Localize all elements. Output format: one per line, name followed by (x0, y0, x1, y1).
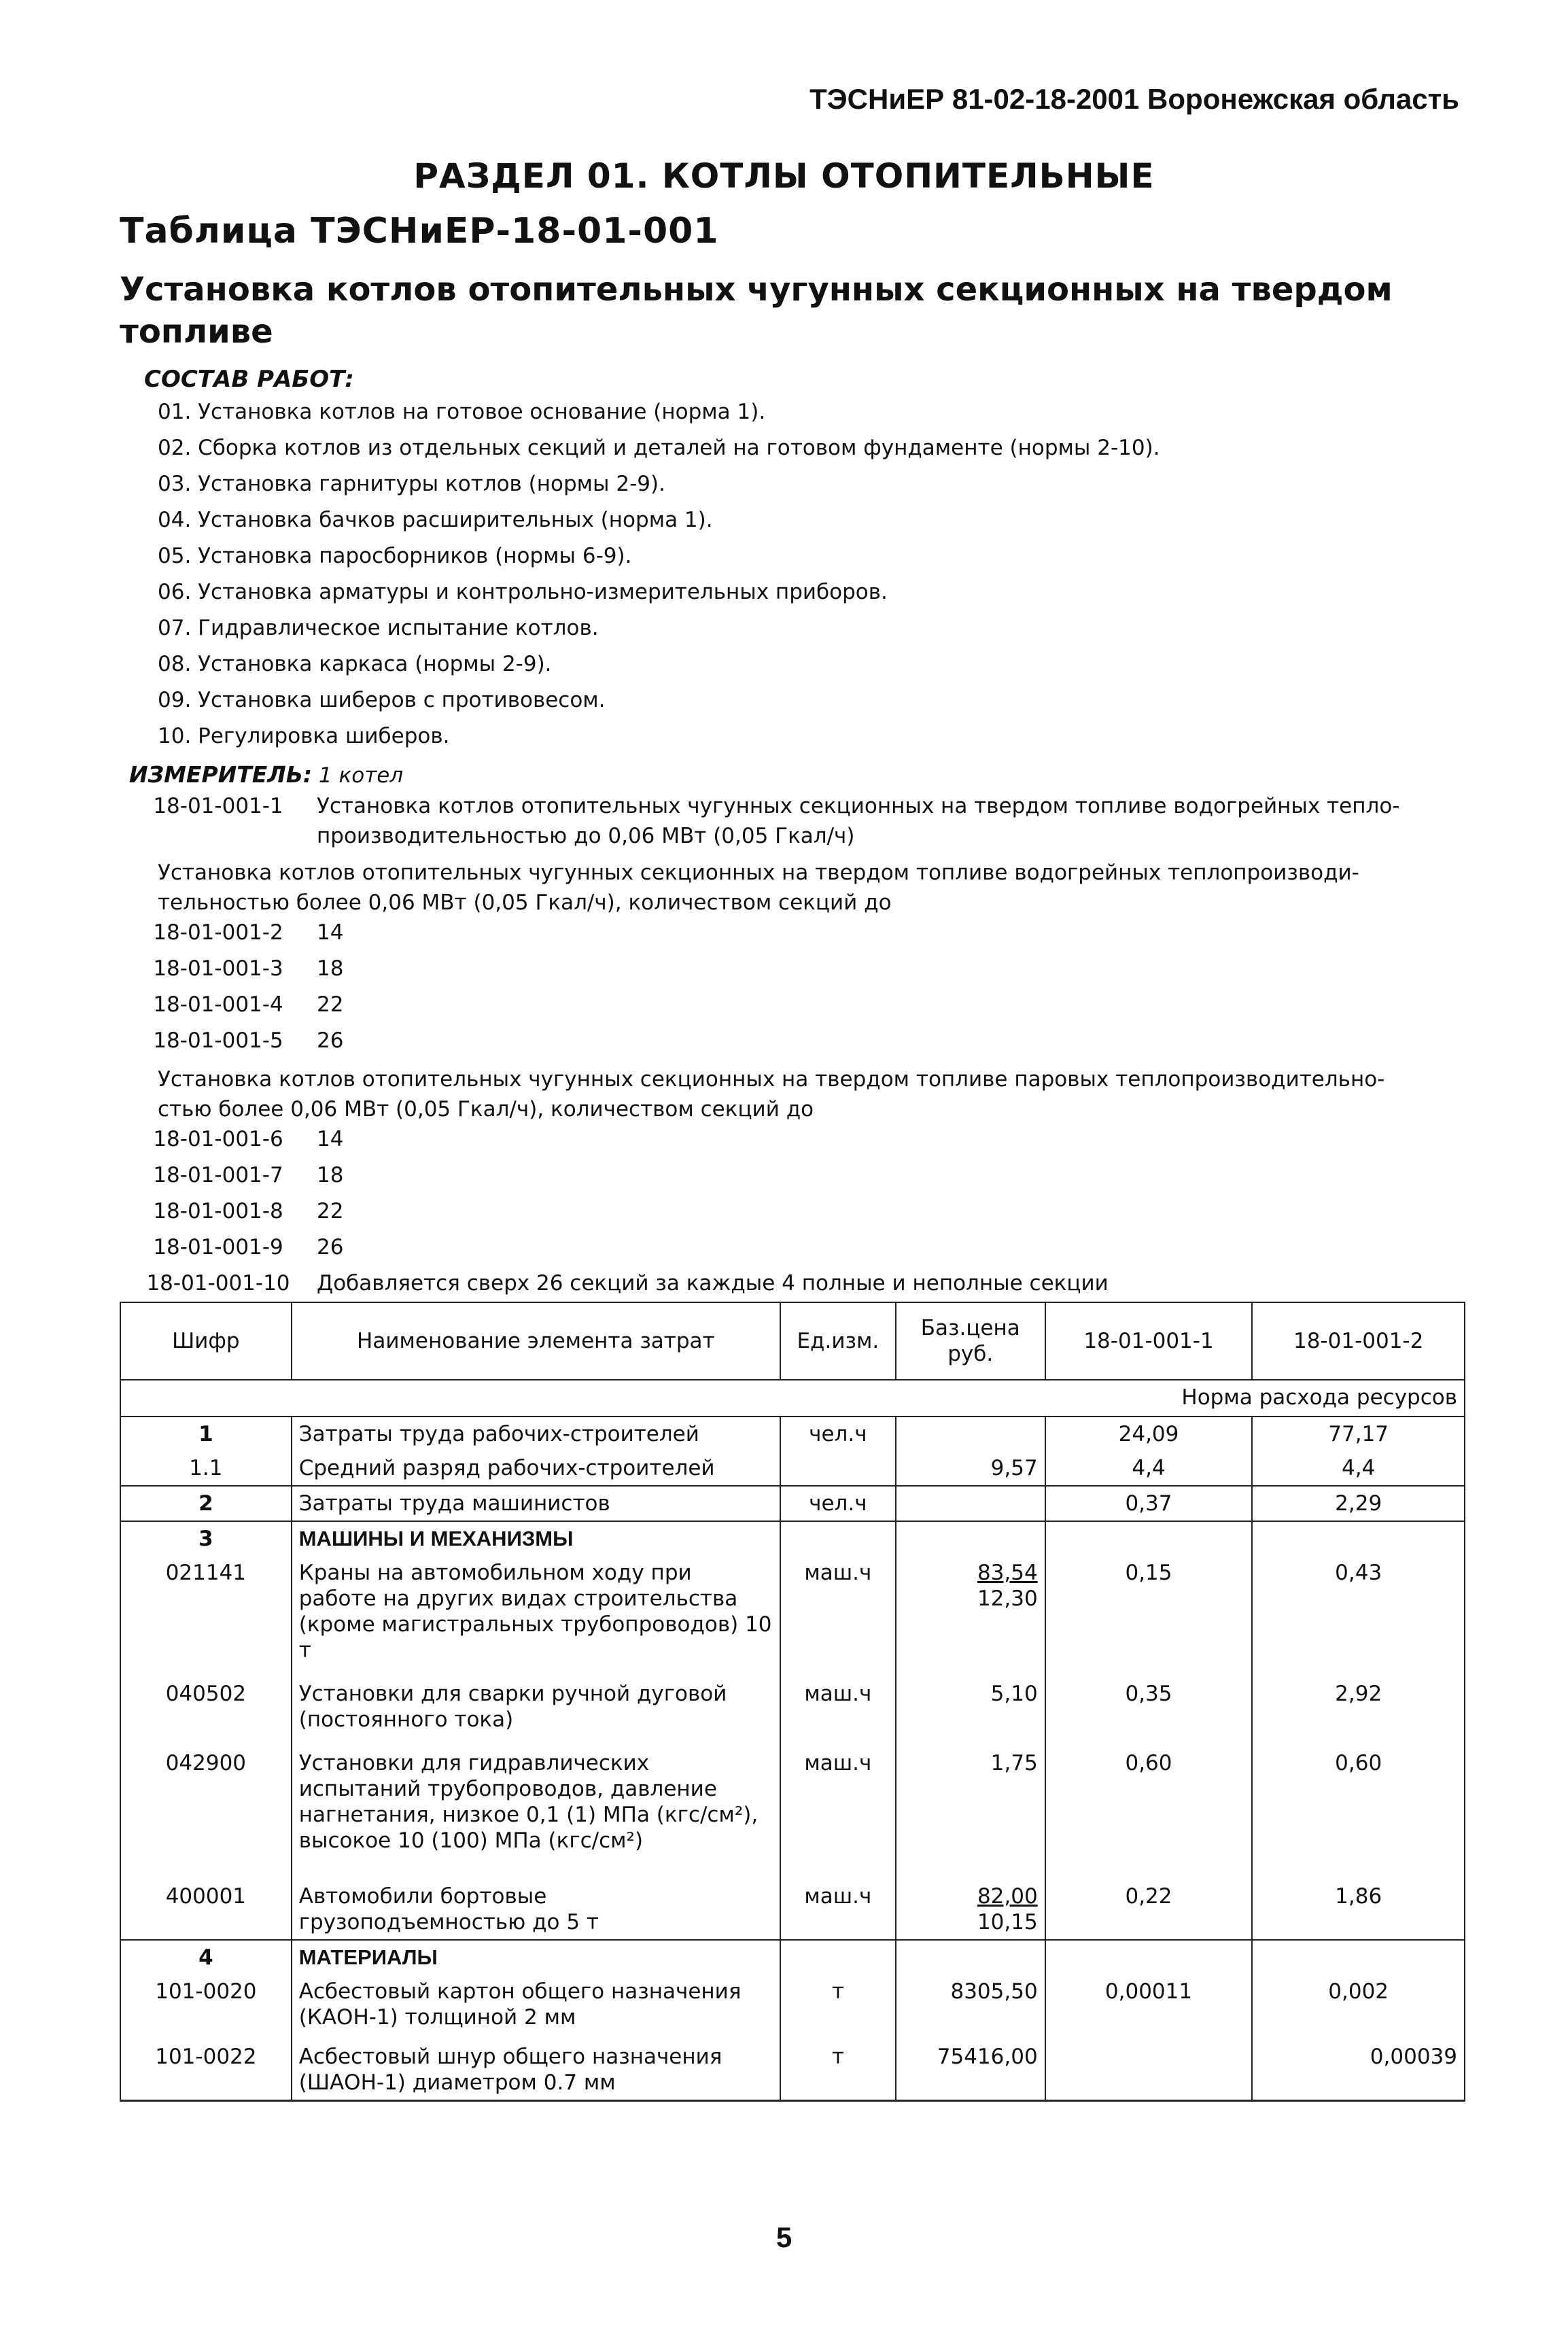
norm-value: 22 (317, 992, 344, 1017)
norm-code: 18-01-001-9 (153, 1235, 283, 1260)
work-item: 10. Регулировка шиберов. (158, 724, 450, 748)
row-value-2: 0,60 (1252, 1737, 1465, 1874)
norm-label-row (120, 1380, 1465, 1417)
norm-value: 18 (317, 1163, 344, 1187)
row-value-2: 2,29 (1252, 1486, 1465, 1521)
row-value-2 (1252, 1940, 1465, 1975)
section-title: РАЗДЕЛ 01. КОТЛЫ ОТОПИТЕЛЬНЫЕ (413, 156, 1155, 196)
row-code: 042900 (120, 1737, 292, 1874)
norm-value: 22 (317, 1199, 344, 1223)
norm-value: 14 (317, 1127, 344, 1151)
group1-line2: тельностью более 0,06 МВт (0,05 Гкал/ч), количеством секций до (158, 890, 892, 915)
table-header-row (120, 1302, 1465, 1380)
group1-line1: Установка котлов отопительных чугунных секционных на твердом топливе водогрейных теплопроизводи- (158, 861, 1359, 885)
row-name: Установки для гидравлических испытаний трубопроводов, давление нагнетания, низкое 0,1 (1) МПа (кгс/см²), высокое 10 (100) МПа (кгс/см²) (292, 1737, 780, 1874)
norm-code: 18-01-001-4 (153, 992, 283, 1017)
table-row (120, 2034, 1465, 2101)
row-value-1 (1045, 2034, 1253, 2101)
row-unit (780, 1940, 896, 1975)
row-code: 1 (120, 1417, 292, 1451)
price-extra: 12,30 (977, 1586, 1038, 1611)
row-unit: чел.ч (780, 1417, 896, 1451)
row-unit: т (780, 2034, 896, 2101)
row-name: Асбестовый шнур общего назначения (ШАОН-1) диаметром 0.7 мм (292, 2034, 780, 2101)
norm-code: 18-01-001-6 (153, 1127, 283, 1151)
row-value-1 (1045, 1521, 1253, 1556)
row-name: МАШИНЫ И МЕХАНИЗМЫ (292, 1521, 780, 1556)
row-value-2: 0,43 (1252, 1556, 1465, 1667)
header-col1: 18-01-001-1 (1045, 1302, 1253, 1380)
norm-item (120, 1028, 343, 1053)
norm-code: 18-01-001-1 (153, 794, 283, 818)
row-price (896, 1556, 1045, 1667)
group2-line2: стью более 0,06 МВт (0,05 Гкал/ч), количеством секций до (158, 1097, 814, 1122)
norm-code: 18-01-001-10 (146, 1271, 290, 1296)
group2-description (158, 1064, 1463, 1124)
row-unit: маш.ч (780, 1556, 896, 1667)
norm-code: 18-01-001-8 (153, 1199, 283, 1223)
row-code: 3 (120, 1521, 292, 1556)
row-value-2: 77,17 (1252, 1417, 1465, 1451)
norm-item (120, 956, 343, 981)
table-row (120, 1521, 1465, 1556)
work-item: 02. Сборка котлов из отдельных секций и деталей на готовом фундаменте (нормы 2-10). (158, 436, 1160, 460)
row-unit: маш.ч (780, 1874, 896, 1940)
row-price: 1,75 (896, 1737, 1045, 1874)
table-title: Таблица ТЭСНиЕР-18-01-001 (120, 211, 719, 251)
row-unit (780, 1451, 896, 1486)
row-name: Средний разряд рабочих-строителей (292, 1451, 780, 1486)
row-name: Краны на автомобильном ходу при работе на других видах строительства (кроме магистральных трубопроводов) 10 т (292, 1556, 780, 1667)
group1-description (158, 858, 1463, 918)
table-row (120, 1975, 1465, 2034)
norm-code: 18-01-001-3 (153, 956, 283, 981)
row-code: 400001 (120, 1874, 292, 1940)
document-header: ТЭСНиЕР 81-02-18-2001 Воронежская область (809, 83, 1459, 115)
row-value-1: 4,4 (1045, 1451, 1253, 1486)
row-value-1: 0,37 (1045, 1486, 1253, 1521)
norm-label: Норма расхода ресурсов (120, 1380, 1465, 1417)
row-price: 5,10 (896, 1667, 1045, 1737)
table-row (120, 1556, 1465, 1667)
row-code: 021141 (120, 1556, 292, 1667)
norm-value: 18 (317, 956, 344, 981)
table-row (120, 1667, 1465, 1737)
norm-item-1 (120, 794, 1399, 818)
work-item: 01. Установка котлов на готовое основание (норма 1). (158, 400, 766, 424)
header-col2: 18-01-001-2 (1252, 1302, 1465, 1380)
norm-code: 18-01-001-5 (153, 1028, 283, 1053)
work-item: 05. Установка паросборников (нормы 6-9). (158, 544, 632, 568)
row-value-1: 24,09 (1045, 1417, 1253, 1451)
page-number: 5 (776, 2221, 792, 2253)
row-value-1: 0,00011 (1045, 1975, 1253, 2034)
work-item: 03. Установка гарнитуры котлов (нормы 2-9). (158, 472, 665, 496)
header-name: Наименование элемента затрат (292, 1302, 780, 1380)
row-price (896, 1940, 1045, 1975)
row-value-1: 0,60 (1045, 1737, 1253, 1874)
composition-label: СОСТАВ РАБОТ: (144, 366, 354, 393)
row-name: Асбестовый картон общего назначения (КАОН-1) толщиной 2 мм (292, 1975, 780, 2034)
norm-value: 26 (317, 1028, 344, 1053)
row-unit: т (780, 1975, 896, 2034)
table-row (120, 1486, 1465, 1521)
norm-item (120, 1163, 343, 1187)
norm-item (120, 1199, 343, 1223)
row-name: Затраты труда рабочих-строителей (292, 1417, 780, 1451)
row-value-2: 0,002 (1252, 1975, 1465, 2034)
row-price (896, 1521, 1045, 1556)
header-code: Шифр (120, 1302, 292, 1380)
measure-value: 1 котел (318, 763, 404, 788)
table-row (120, 1417, 1465, 1451)
norm-text: Установка котлов отопительных чугунных секционных на твердом топливе водогрейных тепло- (317, 794, 1400, 818)
norm-item (120, 1235, 343, 1260)
work-item: 09. Установка шиберов с противовесом. (158, 688, 606, 712)
norm-value: 26 (317, 1235, 344, 1260)
norm-item (120, 992, 343, 1017)
row-value-1 (1045, 1940, 1253, 1975)
header-unit: Ед.изм. (780, 1302, 896, 1380)
norm-item-10 (120, 1271, 1109, 1296)
row-name: Затраты труда машинистов (292, 1486, 780, 1521)
row-code: 1.1 (120, 1451, 292, 1486)
row-value-2: 0,00039 (1252, 2034, 1465, 2101)
row-unit: маш.ч (780, 1667, 896, 1737)
table-row (120, 1940, 1465, 1975)
row-name: Установки для сварки ручной дуговой (постоянного тока) (292, 1667, 780, 1737)
row-value-1: 0,35 (1045, 1667, 1253, 1737)
row-price (896, 1486, 1045, 1521)
row-value-2 (1252, 1521, 1465, 1556)
norm-text-cont: производительностью до 0,06 МВт (0,05 Гкал/ч) (317, 824, 855, 848)
subtitle: Установка котлов отопительных чугунных секционных на твердом топливе (120, 271, 1393, 351)
work-item: 04. Установка бачков расширительных (норма 1). (158, 508, 713, 532)
group2-line1: Установка котлов отопительных чугунных секционных на твердом топливе паровых теплопроизводительно- (158, 1067, 1385, 1092)
price-base: 82,00 (977, 1884, 1038, 1909)
row-value-2: 2,92 (1252, 1667, 1465, 1737)
table-row (120, 1874, 1465, 1940)
measure-label: ИЗМЕРИТЕЛЬ: (129, 761, 313, 788)
price-base: 83,54 (977, 1561, 1038, 1585)
row-value-2: 1,86 (1252, 1874, 1465, 1940)
resource-table (120, 1302, 1465, 2102)
norm-code: 18-01-001-7 (153, 1163, 283, 1187)
work-item: 08. Установка каркаса (нормы 2-9). (158, 652, 552, 676)
row-unit: чел.ч (780, 1486, 896, 1521)
header-price: Баз.цена руб. (896, 1302, 1045, 1380)
row-price (896, 1874, 1045, 1940)
row-code: 040502 (120, 1667, 292, 1737)
norm-code: 18-01-001-2 (153, 920, 283, 945)
row-unit: маш.ч (780, 1737, 896, 1874)
table-row (120, 1451, 1465, 1486)
row-price: 75416,00 (896, 2034, 1045, 2101)
row-price (896, 1417, 1045, 1451)
works-list (158, 394, 1160, 754)
row-value-1: 0,22 (1045, 1874, 1253, 1940)
row-code: 2 (120, 1486, 292, 1521)
norm-item (120, 1127, 343, 1151)
row-code: 4 (120, 1940, 292, 1975)
norm-value: 14 (317, 920, 344, 945)
row-code: 101-0020 (120, 1975, 292, 2034)
row-unit (780, 1521, 896, 1556)
row-code: 101-0022 (120, 2034, 292, 2101)
table-row (120, 1737, 1465, 1874)
row-price: 8305,50 (896, 1975, 1045, 2034)
row-price: 9,57 (896, 1451, 1045, 1486)
norm-item (120, 920, 343, 945)
work-item: 06. Установка арматуры и контрольно-измерительных приборов. (158, 580, 888, 604)
row-value-1: 0,15 (1045, 1556, 1253, 1667)
work-item: 07. Гидравлическое испытание котлов. (158, 616, 599, 640)
row-value-2: 4,4 (1252, 1451, 1465, 1486)
measure (129, 761, 403, 788)
row-name: Автомобили бортовые грузоподъемностью до 5 т (292, 1874, 780, 1940)
norm-text: Добавляется сверх 26 секций за каждые 4 полные и неполные секции (317, 1271, 1109, 1296)
price-extra: 10,15 (977, 1910, 1038, 1934)
row-name: МАТЕРИАЛЫ (292, 1940, 780, 1975)
